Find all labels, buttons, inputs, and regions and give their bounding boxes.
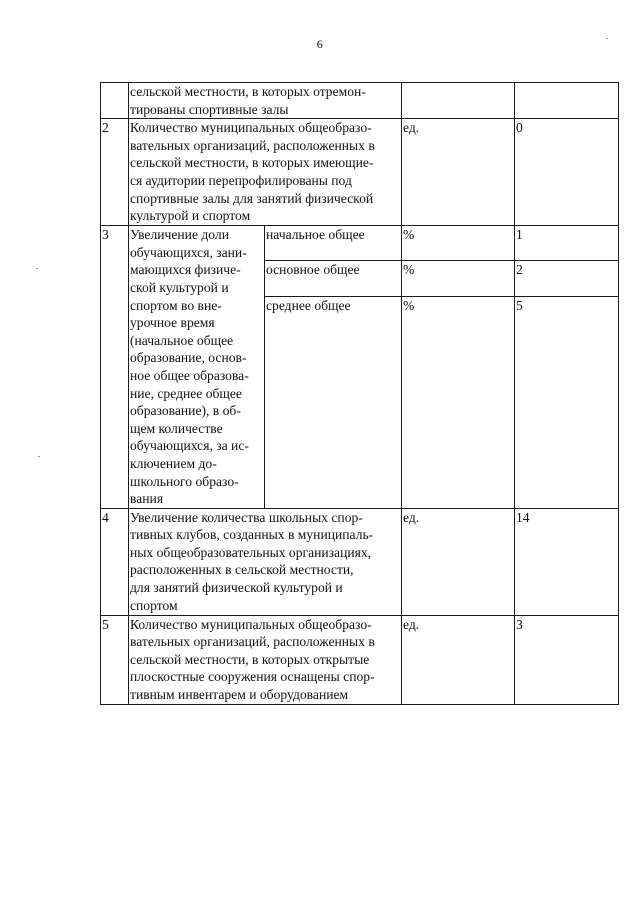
indicator-text-line: тированы спортивные залы — [130, 101, 289, 117]
unit-cell: ед. — [402, 119, 515, 226]
education-level-cell: основное общее — [265, 261, 402, 296]
value-cell: 2 — [515, 261, 619, 296]
indicator-text-line: спортивные залы для занятий физической — [130, 190, 374, 206]
indicator-cell — [129, 119, 402, 226]
indicator-text-line: ние, среднее общее — [130, 385, 242, 401]
value-cell — [515, 83, 619, 119]
indicator-text-line: урочное время — [130, 315, 215, 331]
indicator-text-line: тивных клубов, созданных в муниципаль- — [130, 527, 374, 543]
education-level-cell: среднее общее — [265, 296, 402, 508]
row-number-cell: 2 — [101, 119, 129, 226]
indicator-text-line: сельской местности, в которых имеющие- — [130, 155, 374, 171]
indicator-text-line: вательных организаций, расположенных в — [130, 634, 375, 650]
indicator-text-line: щем количестве — [130, 420, 223, 436]
value-cell: 1 — [515, 226, 619, 261]
indicator-text-line: ное общее образова- — [130, 367, 249, 383]
value-cell: 14 — [515, 508, 619, 615]
indicator-text-line: ных общеобразовательных организациях, — [130, 544, 372, 560]
row-number-cell: 5 — [101, 615, 129, 704]
table-row-5 — [101, 615, 619, 704]
indicator-text-line: обучающихся, зани- — [130, 244, 247, 260]
table-row-continuation — [101, 83, 619, 119]
scan-speck — [36, 268, 38, 269]
indicator-text-line: тивным инвентарем и оборудованием — [130, 687, 349, 703]
table-row-2 — [101, 119, 619, 226]
indicator-text-line: Количество муниципальных общеобразо- — [130, 616, 372, 632]
indicator-text-line: вания — [130, 491, 164, 507]
indicator-text-line: образование, основ- — [130, 350, 247, 366]
indicator-text-line: Количество муниципальных общеобразо- — [130, 120, 372, 136]
indicator-text-line: спортом во вне- — [130, 297, 222, 313]
unit-cell — [402, 83, 515, 119]
indicator-text-line: сельской местности, в которых открытые — [130, 651, 370, 667]
indicator-text-line: образование), в об- — [130, 403, 241, 419]
table-row-3-primary — [101, 226, 619, 261]
row-number-cell — [101, 83, 129, 119]
education-level-cell: начальное общее — [265, 226, 402, 261]
unit-cell: ед. — [402, 615, 515, 704]
indicators-table — [100, 82, 619, 705]
indicator-text-line: школьного образо- — [130, 473, 239, 489]
scan-speck — [38, 456, 40, 457]
scan-speck — [606, 38, 608, 39]
unit-cell: % — [402, 296, 515, 508]
unit-cell: % — [402, 226, 515, 261]
indicator-text-line: ской культурой и — [130, 279, 229, 295]
indicator-text-line: ключением до- — [130, 455, 217, 471]
indicator-text-line: Увеличение количества школьных спор- — [130, 509, 363, 525]
page-number: 6 — [316, 37, 324, 51]
indicator-cell — [129, 615, 402, 704]
value-cell: 3 — [515, 615, 619, 704]
indicator-text-line: Увеличение доли — [130, 227, 229, 243]
indicator-cell — [129, 508, 402, 615]
unit-cell: ед. — [402, 508, 515, 615]
indicator-text-line: расположенных в сельской местности, — [130, 562, 354, 578]
indicator-cell — [129, 226, 265, 509]
value-cell: 5 — [515, 296, 619, 508]
indicator-cell — [129, 83, 402, 119]
indicator-text-line: вательных организаций, расположенных в — [130, 137, 375, 153]
row-number-cell: 4 — [101, 508, 129, 615]
indicator-text-line: культурой и спортом — [130, 208, 251, 224]
indicator-text-line: для занятий физической культурой и — [130, 580, 343, 596]
indicator-text-line: сельской местности, в которых отремон- — [130, 84, 366, 99]
table-row-4 — [101, 508, 619, 615]
indicator-text-line: ся аудитории перепрофилированы под — [130, 172, 352, 188]
indicator-text-line: плоскостные сооружения оснащены спор- — [130, 669, 375, 685]
unit-cell: % — [402, 261, 515, 296]
indicator-text-line: (начальное общее — [130, 332, 234, 348]
row-number-cell: 3 — [101, 226, 129, 509]
indicator-text-line: мающихся физиче- — [130, 262, 241, 278]
indicator-text-line: обучающихся, за ис- — [130, 438, 249, 454]
indicator-text-line: спортом — [130, 597, 178, 613]
value-cell: 0 — [515, 119, 619, 226]
